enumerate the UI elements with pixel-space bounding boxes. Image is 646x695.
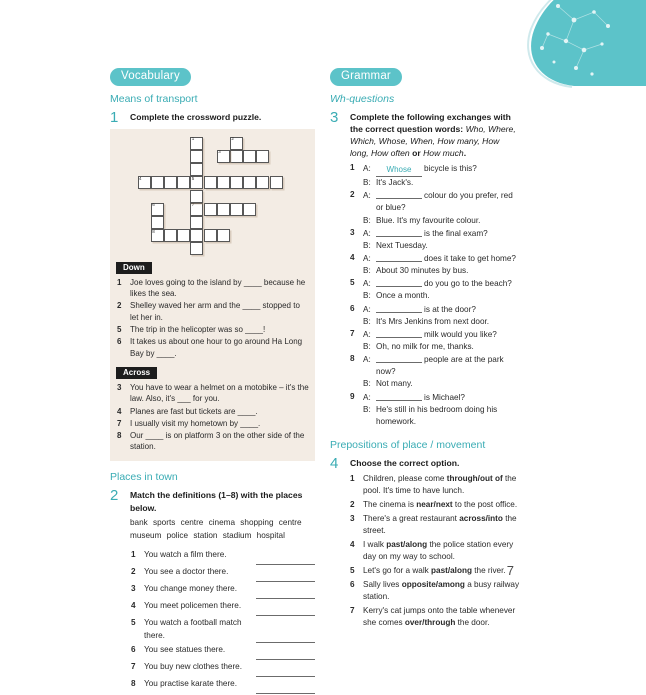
crossword-cell[interactable] — [190, 216, 203, 229]
crossword-cell[interactable] — [217, 229, 230, 242]
crossword-cell[interactable] — [230, 203, 243, 216]
speaker-line-a — [363, 163, 520, 177]
exercise-3-instruction-or: or — [409, 148, 424, 159]
speaker-line-b — [363, 316, 520, 328]
crossword-cell[interactable] — [190, 163, 203, 176]
page-number: 7 — [506, 563, 514, 578]
sentence-suffix: the street. — [363, 514, 517, 536]
speaker-line-a — [363, 253, 520, 265]
question-text — [376, 190, 520, 214]
exercise-3-question-words: Who, Where, Which, Whose, When, How many, How long, How often — [350, 123, 516, 159]
answer-text: It's Mrs Jenkins from next door. — [376, 316, 490, 326]
item-number: 8 — [131, 679, 136, 689]
crossword-cell[interactable] — [190, 203, 203, 216]
answer-blank[interactable] — [376, 198, 422, 199]
exercise-2-number: 2 — [110, 487, 119, 505]
crossword-cell[interactable] — [204, 203, 217, 216]
list-item — [130, 600, 315, 616]
down-clue-list — [116, 277, 309, 360]
option-pair[interactable]: opposite/among — [401, 580, 465, 590]
crossword-cell[interactable] — [190, 190, 203, 203]
clue-number: 4 — [117, 406, 122, 416]
exercise-4-instruction: Choose the correct option. — [350, 457, 460, 468]
speaker-label-a: A: — [363, 279, 371, 289]
clue-text: I usually visit my hometown by ____. — [130, 418, 261, 428]
speaker-label-b: B: — [363, 215, 371, 225]
answer-blank[interactable] — [376, 362, 422, 363]
crossword-cell[interactable] — [151, 203, 164, 216]
clue-number: 8 — [117, 430, 122, 440]
crossword-cell-number: 3 — [218, 149, 221, 155]
option-pair[interactable]: across/into — [459, 514, 503, 524]
speaker-line-a — [363, 392, 520, 404]
speaker-label-b: B: — [363, 404, 371, 414]
option-pair[interactable]: past/along — [431, 566, 472, 576]
answer-text: Not many. — [376, 379, 413, 389]
section-badge-vocabulary: Vocabulary — [110, 68, 191, 86]
crossword-cell-number: 4 — [139, 175, 142, 181]
clue-item — [116, 300, 309, 323]
item-number: 9 — [350, 391, 355, 401]
definition-text: You change money there. — [144, 584, 238, 594]
word-bank: bank sports centre cinema shopping centre museum police station stadium hospital — [130, 517, 302, 540]
question-suffix: milk would you like? — [424, 329, 497, 339]
speaker-label-a: A: — [363, 329, 371, 339]
clue-number: 2 — [117, 301, 122, 311]
speaker-label-b: B: — [363, 341, 371, 351]
clue-text: You have to wear a helmet on a motobike – it's the law. Also, it's ___ for you. — [130, 382, 309, 404]
speaker-line-b — [363, 378, 520, 390]
subheading-prepositions: Prepositions of place / movement — [330, 438, 486, 451]
sentence-prefix: Sally lives — [363, 580, 402, 590]
answer-blank-filled[interactable]: Whose — [376, 164, 422, 177]
crossword-cell[interactable] — [190, 137, 203, 150]
question-text — [376, 278, 520, 290]
question-suffix: is Michael? — [424, 392, 465, 402]
list-item — [130, 549, 315, 565]
clue-number: 3 — [117, 382, 122, 392]
item-number: 1 — [131, 550, 136, 560]
answer-text: He's still in his bedroom doing his homework. — [376, 404, 498, 426]
answer-blank[interactable] — [376, 312, 422, 313]
item-number: 8 — [350, 354, 355, 364]
question-suffix: is at the door? — [424, 304, 476, 314]
list-item — [130, 678, 315, 694]
item-number: 2 — [350, 500, 355, 510]
answer-blank[interactable] — [376, 236, 422, 237]
definition-text: You see statues there. — [144, 645, 226, 655]
sentence-prefix: Kerry's cat jumps onto the table whenever she comes — [363, 606, 516, 628]
answer-text: About 30 minutes by bus. — [376, 266, 469, 276]
speaker-line-b — [363, 240, 520, 252]
item-number: 3 — [350, 514, 355, 524]
definition-text: You see a doctor there. — [144, 567, 229, 577]
answer-blank[interactable] — [256, 573, 315, 582]
crossword-cell-number: 2 — [231, 136, 234, 142]
speaker-line-a — [363, 354, 520, 378]
exercise-3-instruction-end: . — [463, 148, 467, 159]
clue-text: It takes us about one hour to go around Ha Long Bay by ____. — [130, 337, 303, 358]
clue-number: 5 — [117, 325, 122, 335]
definition-text: You buy new clothes there. — [144, 662, 243, 672]
crossword-cell[interactable] — [190, 229, 203, 242]
list-item — [350, 539, 520, 564]
crossword-cell[interactable] — [243, 203, 256, 216]
definition-text: You watch a film there. — [144, 550, 227, 560]
speaker-label-a: A: — [363, 355, 371, 365]
list-item — [350, 579, 520, 604]
answer-blank[interactable] — [256, 607, 315, 616]
exercise-3 — [330, 108, 520, 428]
speaker-label-b: B: — [363, 316, 371, 326]
question-suffix: colour do you prefer, red or blue? — [376, 191, 513, 213]
clue-item — [116, 277, 309, 300]
answer-blank[interactable] — [376, 286, 422, 287]
exercise-1-instruction: Complete the crossword puzzle. — [130, 111, 262, 122]
clue-item — [116, 418, 309, 430]
question-text — [376, 228, 520, 240]
clue-item — [116, 430, 309, 453]
crossword-cell[interactable] — [190, 150, 203, 163]
sentence-suffix: the police station every day on my way to school. — [363, 540, 514, 562]
speaker-label-a: A: — [363, 304, 371, 314]
item-number: 6 — [350, 303, 355, 313]
crossword-panel — [110, 129, 315, 462]
answer-blank[interactable] — [256, 668, 315, 677]
clue-text: Joe loves going to the island by ____ because he likes the sea. — [130, 277, 306, 299]
clue-heading-down: Down — [116, 262, 152, 274]
answer-blank[interactable] — [256, 556, 315, 565]
speaker-label-a: A: — [363, 191, 371, 201]
speaker-line-a — [363, 228, 520, 240]
answer-blank[interactable] — [256, 590, 315, 599]
exchange-item — [350, 354, 520, 390]
answer-text: Once a month. — [376, 291, 430, 301]
list-item — [350, 565, 520, 577]
crossword-cell[interactable] — [138, 176, 151, 189]
clue-item — [116, 406, 309, 418]
crossword-cell[interactable] — [164, 229, 177, 242]
definition-text: You practise karate there. — [144, 679, 237, 689]
clue-number: 6 — [117, 337, 122, 347]
crossword-cell[interactable] — [217, 150, 230, 163]
crossword-cell[interactable] — [230, 137, 243, 150]
exercise-2 — [110, 489, 315, 693]
clue-text: The trip in the helicopter was so ____! — [130, 325, 266, 335]
subheading-places-in-town: Places in town — [110, 471, 178, 484]
option-pair[interactable]: near/next — [416, 500, 453, 510]
crossword-cell[interactable] — [151, 176, 164, 189]
question-text — [376, 253, 520, 265]
definition-text: You watch a football match there. — [144, 618, 242, 640]
sentence-suffix: the pool. It's time to have lunch. — [363, 474, 517, 496]
answer-blank[interactable] — [376, 261, 422, 262]
answer-blank[interactable] — [256, 685, 315, 694]
answer-blank[interactable] — [256, 634, 315, 643]
question-suffix: bicycle is this? — [424, 164, 477, 174]
speaker-line-b — [363, 404, 520, 428]
speaker-label-a: A: — [363, 164, 371, 174]
question-text — [376, 354, 520, 378]
sentence-prefix: There's a great restaurant — [363, 514, 460, 524]
item-number: 5 — [350, 566, 355, 576]
item-number: 4 — [350, 252, 355, 262]
exchange-item — [350, 253, 520, 277]
clue-heading-across: Across — [116, 367, 157, 379]
crossword-cell[interactable] — [164, 176, 177, 189]
crossword-cell[interactable] — [190, 176, 203, 189]
item-number: 6 — [350, 580, 355, 590]
exercise-3-number: 3 — [330, 108, 339, 126]
subheading-wh-questions: Wh-questions — [330, 92, 395, 105]
crossword-cell[interactable] — [177, 176, 190, 189]
definition-text: You meet policemen there. — [144, 601, 242, 611]
option-list — [350, 473, 520, 630]
crossword-grid[interactable] — [138, 137, 288, 255]
crossword-cell[interactable] — [243, 176, 256, 189]
answer-blank[interactable] — [376, 337, 422, 338]
item-number: 3 — [350, 227, 355, 237]
exchange-item — [350, 190, 520, 226]
item-number: 4 — [350, 540, 355, 550]
speaker-label-a: A: — [363, 392, 371, 402]
item-number: 3 — [131, 584, 136, 594]
clue-number: 1 — [117, 277, 122, 287]
exchange-item — [350, 329, 520, 353]
crossword-cell-number: 7 — [191, 202, 195, 208]
answer-text: Blue. It's my favourite colour. — [376, 215, 481, 225]
crossword-cell-number: 6 — [152, 202, 155, 208]
crossword-cell-number: 5 — [191, 175, 195, 181]
crossword-cell[interactable] — [217, 176, 230, 189]
sentence-suffix: the river. — [471, 566, 506, 576]
item-number: 7 — [350, 606, 355, 616]
item-number: 2 — [350, 190, 355, 200]
list-item — [130, 644, 315, 660]
speaker-label-b: B: — [363, 379, 371, 389]
answer-blank[interactable] — [376, 400, 422, 401]
speaker-line-a — [363, 278, 520, 290]
exercise-1 — [110, 108, 315, 462]
item-number: 1 — [350, 474, 355, 484]
answer-text: Next Tuesday. — [376, 240, 428, 250]
exercise-4-number: 4 — [330, 454, 339, 472]
question-text — [376, 392, 520, 404]
item-number: 5 — [131, 618, 136, 628]
item-number: 7 — [350, 328, 355, 338]
exercise-3-question-words-2: How much — [423, 148, 464, 159]
vocabulary-column — [110, 66, 315, 695]
option-pair[interactable]: through/out of — [446, 474, 503, 484]
crossword-cell[interactable] — [243, 150, 256, 163]
crossword-cell[interactable] — [190, 242, 203, 255]
clue-item — [116, 336, 309, 359]
speaker-line-b — [363, 265, 520, 277]
clue-text: Planes are fast but tickets are ____. — [130, 406, 258, 416]
question-text — [376, 329, 520, 341]
option-pair[interactable]: past/along — [386, 540, 428, 550]
sentence-prefix: I walk — [363, 540, 387, 550]
definition-list — [130, 549, 315, 694]
speaker-line-a — [363, 329, 520, 341]
clue-item — [116, 382, 309, 405]
crossword-cell[interactable] — [204, 229, 217, 242]
speaker-label-b: B: — [363, 178, 371, 188]
sentence-prefix: Let's go for a walk — [363, 566, 432, 576]
speaker-label-b: B: — [363, 240, 371, 250]
answer-text: It's Jack's. — [376, 178, 414, 188]
speaker-line-a — [363, 304, 520, 316]
sentence-suffix: to the post office. — [452, 500, 518, 510]
speaker-label-b: B: — [363, 291, 371, 301]
list-item — [130, 617, 315, 643]
list-item — [350, 513, 520, 538]
crossword-cell[interactable] — [151, 216, 164, 229]
exchange-item — [350, 163, 520, 189]
exercise-1-number: 1 — [110, 108, 119, 126]
crossword-cell-number: 1 — [191, 136, 195, 142]
item-number: 6 — [131, 645, 136, 655]
item-number: 4 — [131, 601, 136, 611]
sentence-suffix: a busy railway station. — [363, 580, 520, 602]
exercise-2-instruction: Match the definitions (1–8) with the places below. — [130, 490, 303, 513]
crossword-cell[interactable] — [230, 176, 243, 189]
speaker-line-b — [363, 177, 520, 189]
section-badge-grammar: Grammar — [330, 68, 402, 86]
option-pair[interactable]: over/through — [404, 618, 456, 628]
crossword-cell[interactable] — [217, 203, 230, 216]
speaker-label-a: A: — [363, 228, 371, 238]
clue-number: 7 — [117, 418, 122, 428]
list-item — [350, 605, 520, 630]
crossword-cell[interactable] — [230, 150, 243, 163]
question-suffix: does it take to get home? — [424, 253, 516, 263]
item-number: 5 — [350, 278, 355, 288]
crossword-cell[interactable] — [256, 176, 269, 189]
exchange-item — [350, 392, 520, 428]
sentence-prefix: Children, please come — [363, 474, 447, 484]
crossword-cell[interactable]: 8 — [151, 229, 164, 242]
answer-blank[interactable] — [256, 651, 315, 660]
clue-item — [116, 324, 309, 336]
exercise-4 — [330, 454, 520, 630]
speaker-line-b — [363, 215, 520, 227]
speaker-label-b: B: — [363, 266, 371, 276]
grammar-column — [330, 66, 520, 631]
speaker-line-b — [363, 290, 520, 302]
crossword-cell[interactable] — [270, 176, 283, 189]
exercise-3-instruction-lead: Complete the following exchanges with the correct question words: — [350, 111, 511, 134]
list-item — [350, 499, 520, 511]
exchange-item — [350, 228, 520, 252]
question-suffix: do you go to the beach? — [424, 279, 512, 289]
subheading-means-of-transport: Means of transport — [110, 92, 198, 105]
crossword-cell[interactable] — [204, 176, 217, 189]
crossword-cell[interactable] — [177, 229, 190, 242]
clue-text: Shelley waved her arm and the ____ stopped to let her in. — [130, 301, 300, 322]
answer-text: Oh, no milk for me, thanks. — [376, 341, 474, 351]
list-item — [350, 473, 520, 498]
item-number: 7 — [131, 662, 136, 672]
question-suffix: people are at the park now? — [376, 355, 504, 377]
speaker-line-a — [363, 190, 520, 214]
across-clue-list — [116, 382, 309, 453]
clue-text: Our ____ is on platform 3 on the other side of the station. — [130, 430, 305, 452]
exercise-3-instruction — [350, 111, 520, 160]
list-item — [130, 661, 315, 677]
sentence-suffix: the door. — [455, 618, 490, 628]
list-item — [130, 566, 315, 582]
question-text — [376, 304, 520, 316]
exchange-item — [350, 304, 520, 328]
item-number: 2 — [131, 567, 136, 577]
question-text — [376, 163, 520, 177]
list-item — [130, 583, 315, 599]
crossword-cell[interactable] — [256, 150, 269, 163]
exchange-list — [350, 163, 520, 428]
item-number: 1 — [350, 163, 355, 173]
question-suffix: is the final exam? — [424, 228, 488, 238]
sentence-prefix: The cinema is — [363, 500, 417, 510]
speaker-line-b — [363, 341, 520, 353]
speaker-label-a: A: — [363, 253, 371, 263]
exchange-item — [350, 278, 520, 302]
